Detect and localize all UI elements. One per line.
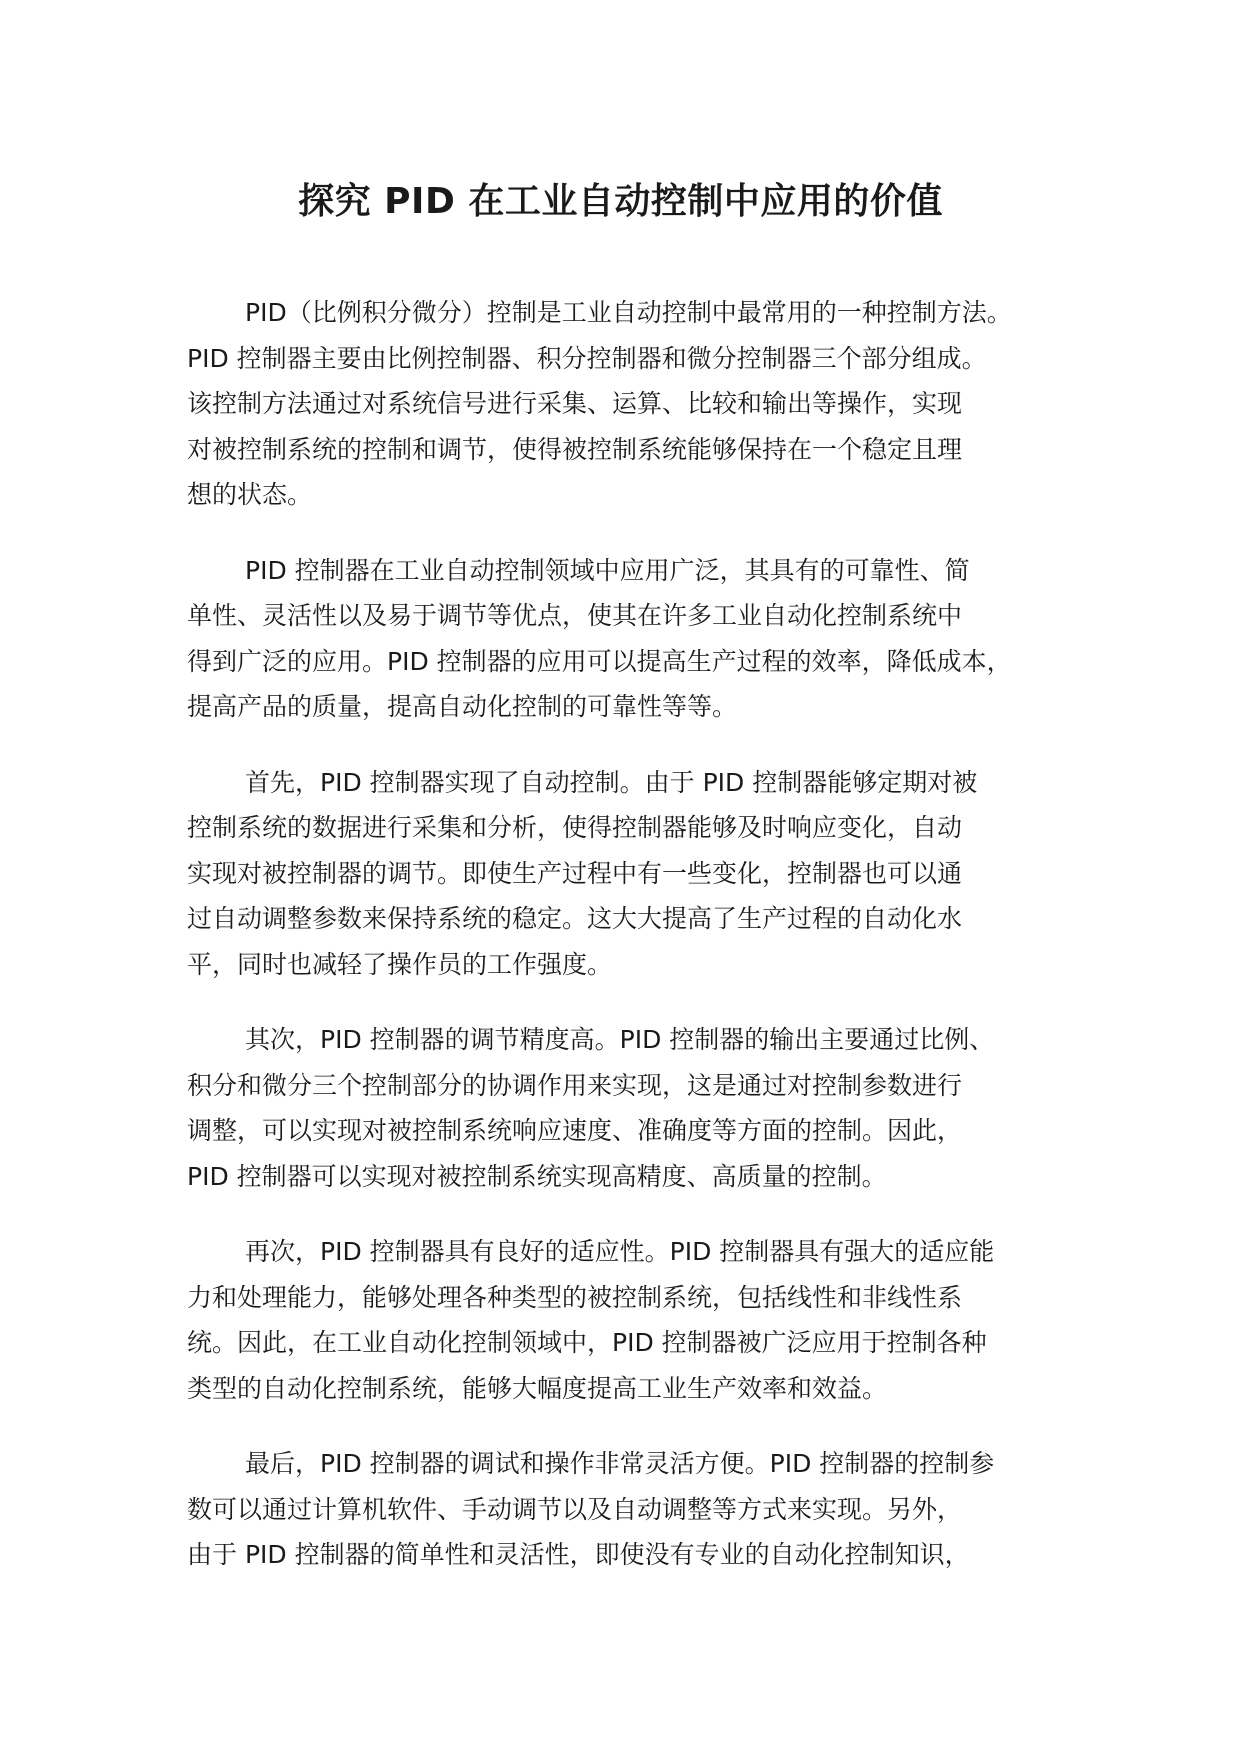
paragraph-line: PID 控制器在工业自动控制领域中应用广泛，其具有的可靠性、简 (245, 555, 970, 585)
paragraph-line: 类型的自动化控制系统，能够大幅度提高工业生产效率和效益。 (187, 1373, 888, 1403)
paragraph-line: 积分和微分三个控制部分的协调作用来实现，这是通过对控制参数进行 (187, 1070, 963, 1100)
paragraph (187, 290, 1067, 518)
paragraph-line: 调整，可以实现对被控制系统响应速度、准确度等方面的控制。因此， (187, 1116, 963, 1145)
paragraph-line: PID 控制器主要由比例控制器、积分控制器和微分控制器三个部分组成。 (187, 343, 987, 373)
paragraph-line: 单性、灵活性以及易于调节等优点，使其在许多工业自动化控制系统中 (187, 601, 963, 630)
paragraph-line: 得到广泛的应用。PID 控制器的应用可以提高生产过程的效率，降低成本， (187, 646, 1012, 676)
paragraph-line: 想的状态。 (187, 480, 313, 509)
paragraph (187, 760, 1067, 988)
paragraph-line: 由于 PID 控制器的简单性和灵活性，即使没有专业的自动化控制知识， (187, 1540, 970, 1569)
paragraph-line: 首先，PID 控制器实现了自动控制。由于 PID 控制器能够定期对被 (245, 767, 978, 797)
paragraph-line: 再次，PID 控制器具有良好的适应性。PID 控制器具有强大的适应能 (245, 1237, 995, 1266)
paragraph-line: 平，同时也减轻了操作员的工作强度。 (187, 949, 613, 979)
paragraph (187, 1229, 1067, 1411)
paragraph (187, 1441, 1067, 1578)
paragraph-line: 对被控制系统的控制和调节，使得被控制系统能够保持在一个稳定且理 (187, 434, 963, 464)
paragraph-line: 实现对被控制器的调节。即使生产过程中有一些变化，控制器也可以通 (187, 858, 963, 888)
paragraph-line: 其次，PID 控制器的调节精度高。PID 控制器的输出主要通过比例、 (245, 1025, 995, 1054)
paragraph (187, 1017, 1067, 1199)
paragraph-line: 提高产品的质量，提高自动化控制的可靠性等等。 (187, 692, 738, 721)
document-body (187, 290, 1067, 1608)
paragraph-line: 最后，PID 控制器的调试和操作非常灵活方便。PID 控制器的控制参 (245, 1449, 995, 1478)
paragraph-line: 该控制方法通过对系统信号进行采集、运算、比较和输出等操作，实现 (187, 389, 963, 418)
paragraph (187, 548, 1067, 730)
paragraph-line: 力和处理能力，能够处理各种类型的被控制系统，包括线性和非线性系 (187, 1282, 963, 1312)
paragraph-line: 统。因此，在工业自动化控制领域中，PID 控制器被广泛应用于控制各种 (187, 1328, 987, 1357)
paragraph-line: 控制系统的数据进行采集和分析，使得控制器能够及时响应变化，自动 (187, 813, 963, 842)
paragraph-line: 过自动调整参数来保持系统的稳定。这大大提高了生产过程的自动化水 (187, 904, 963, 933)
document-title: 探究 PID 在工业自动控制中应用的价值 (298, 181, 943, 222)
paragraph-line: PID（比例积分微分）控制是工业自动控制中最常用的一种控制方法。 (245, 298, 1012, 327)
paragraph-line: PID 控制器可以实现对被控制系统实现高精度、高质量的控制。 (187, 1161, 887, 1191)
paragraph-line: 数可以通过计算机软件、手动调节以及自动调整等方式来实现。另外， (187, 1494, 963, 1524)
